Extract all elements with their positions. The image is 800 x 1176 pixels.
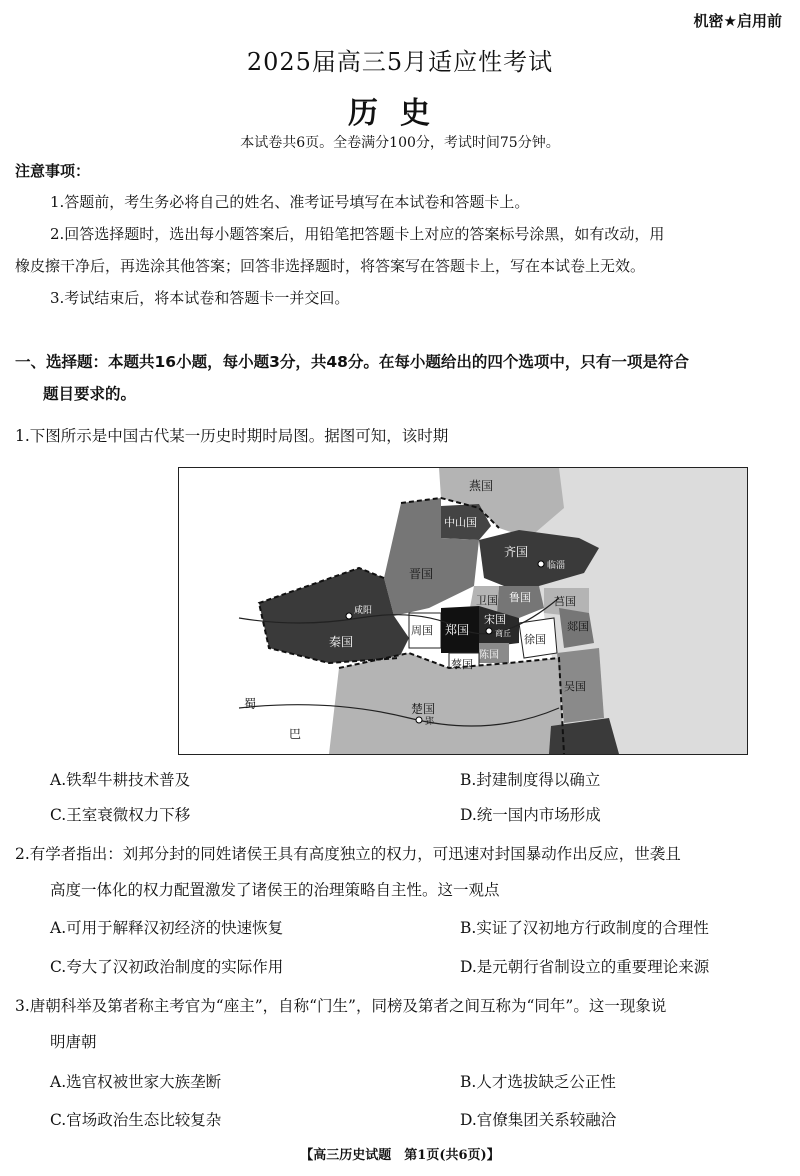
label-ying: 郢 — [425, 717, 435, 727]
label-chen: 陈国 — [479, 650, 499, 661]
q2-option-c[interactable]: C.夸大了汉初政治制度的实际作用 — [50, 958, 284, 976]
note-item: 3.考试结束后，将本试卷和答题卡一并交回。 — [50, 289, 350, 307]
label-xianyang: 咸阳 — [354, 606, 373, 616]
label-chu: 楚国 — [411, 702, 436, 716]
note-item: 1.答题前，考生务必将自己的姓名、准考证号填写在本试卷和答题卡上。 — [50, 193, 530, 211]
subject-title: 历史 — [348, 96, 452, 131]
q2-option-a[interactable]: A.可用于解释汉初经济的快速恢复 — [50, 919, 284, 937]
section-heading-line1: 一、选择题：本题共16小题，每小题3分，共48分。在每小题给出的四个选项中，只有一项是符合 — [15, 353, 689, 371]
notes-title: 注意事项： — [15, 162, 91, 180]
question-3-stem-line2: 明唐朝 — [50, 1033, 97, 1051]
label-zhongshan: 中山国 — [444, 516, 477, 529]
q3-option-b[interactable]: B.人才选拔缺乏公正性 — [460, 1073, 616, 1091]
q1-option-c[interactable]: C.王室衰微权力下移 — [50, 806, 191, 824]
label-ju: 莒国 — [554, 595, 576, 608]
q1-option-a[interactable]: A.铁犁牛耕技术普及 — [50, 771, 191, 789]
label-qin: 秦国 — [329, 635, 354, 649]
page-footer: 【高三历史试题 第1页(共6页)】 — [300, 1148, 500, 1163]
label-ba: 巴 — [289, 727, 302, 741]
label-qi: 齐国 — [504, 545, 529, 559]
label-lu: 鲁国 — [509, 591, 531, 604]
section-heading-line2: 题目要求的。 — [43, 385, 137, 403]
q3-option-d[interactable]: D.官僚集团关系较融洽 — [460, 1111, 617, 1129]
label-linzi: 临淄 — [547, 561, 566, 571]
q2-option-d[interactable]: D.是元朝行省制设立的重要理论来源 — [460, 958, 710, 976]
label-jin: 晋国 — [409, 567, 434, 581]
label-shangqiu: 商丘 — [495, 629, 511, 638]
label-shu: 蜀 — [244, 697, 257, 711]
confidential-mark: 机密★启用前 — [693, 12, 782, 30]
note-item: 2.回答选择题时，选出每小题答案后，用铅笔把答题卡上对应的答案标号涂黑，如有改动，用 — [50, 225, 665, 243]
exam-info: 本试卷共6页。全卷满分100分，考试时间75分钟。 — [240, 135, 560, 151]
label-wei: 卫国 — [476, 594, 498, 607]
label-song: 宋国 — [484, 613, 506, 626]
label-wu: 吴国 — [564, 680, 586, 693]
map-svg — [179, 468, 747, 754]
chu-region — [329, 653, 564, 754]
exam-title: 2025届高三5月适应性考试 — [246, 48, 554, 76]
question-2-stem-line2: 高度一体化的权力配置激发了诸侯王的治理策略自主性。这一观点 — [50, 881, 500, 899]
shangqiu-marker — [486, 628, 492, 634]
xianyang-marker — [346, 613, 352, 619]
q3-option-a[interactable]: A.选官权被世家大族垄断 — [50, 1073, 222, 1091]
question-2-stem-line1: 2.有学者指出：刘邦分封的同姓诸侯王具有高度独立的权力，可迅速对封国暴动作出反应，世袭且 — [15, 845, 681, 863]
label-tan: 郯国 — [567, 620, 589, 633]
label-cai: 蔡国 — [451, 658, 473, 671]
q1-option-d[interactable]: D.统一国内市场形成 — [460, 806, 601, 824]
question-1-stem: 1.下图所示是中国古代某一历史时期时局图。据图可知，该时期 — [15, 427, 449, 445]
q1-option-b[interactable]: B.封建制度得以确立 — [460, 771, 601, 789]
question-3-stem-line1: 3.唐朝科举及第者称主考官为“座主”，自称“门生”，同榜及第者之间互称为“同年”。这一现象说 — [15, 997, 667, 1015]
label-yan: 燕国 — [469, 479, 494, 493]
note-item: 橡皮擦干净后，再选涂其他答案；回答非选择题时，将答案写在答题卡上，写在本试卷上无效。 — [15, 257, 646, 275]
ying-marker — [416, 717, 422, 723]
label-xu: 徐国 — [524, 633, 546, 646]
q2-option-b[interactable]: B.实证了汉初地方行政制度的合理性 — [460, 919, 709, 937]
section-heading — [15, 346, 787, 410]
label-zheng: 郑国 — [445, 623, 470, 637]
label-zhou: 周国 — [411, 624, 433, 637]
linzi-marker — [538, 561, 544, 567]
historical-map — [178, 467, 748, 755]
q3-option-c[interactable]: C.官场政治生态比较复杂 — [50, 1111, 222, 1129]
